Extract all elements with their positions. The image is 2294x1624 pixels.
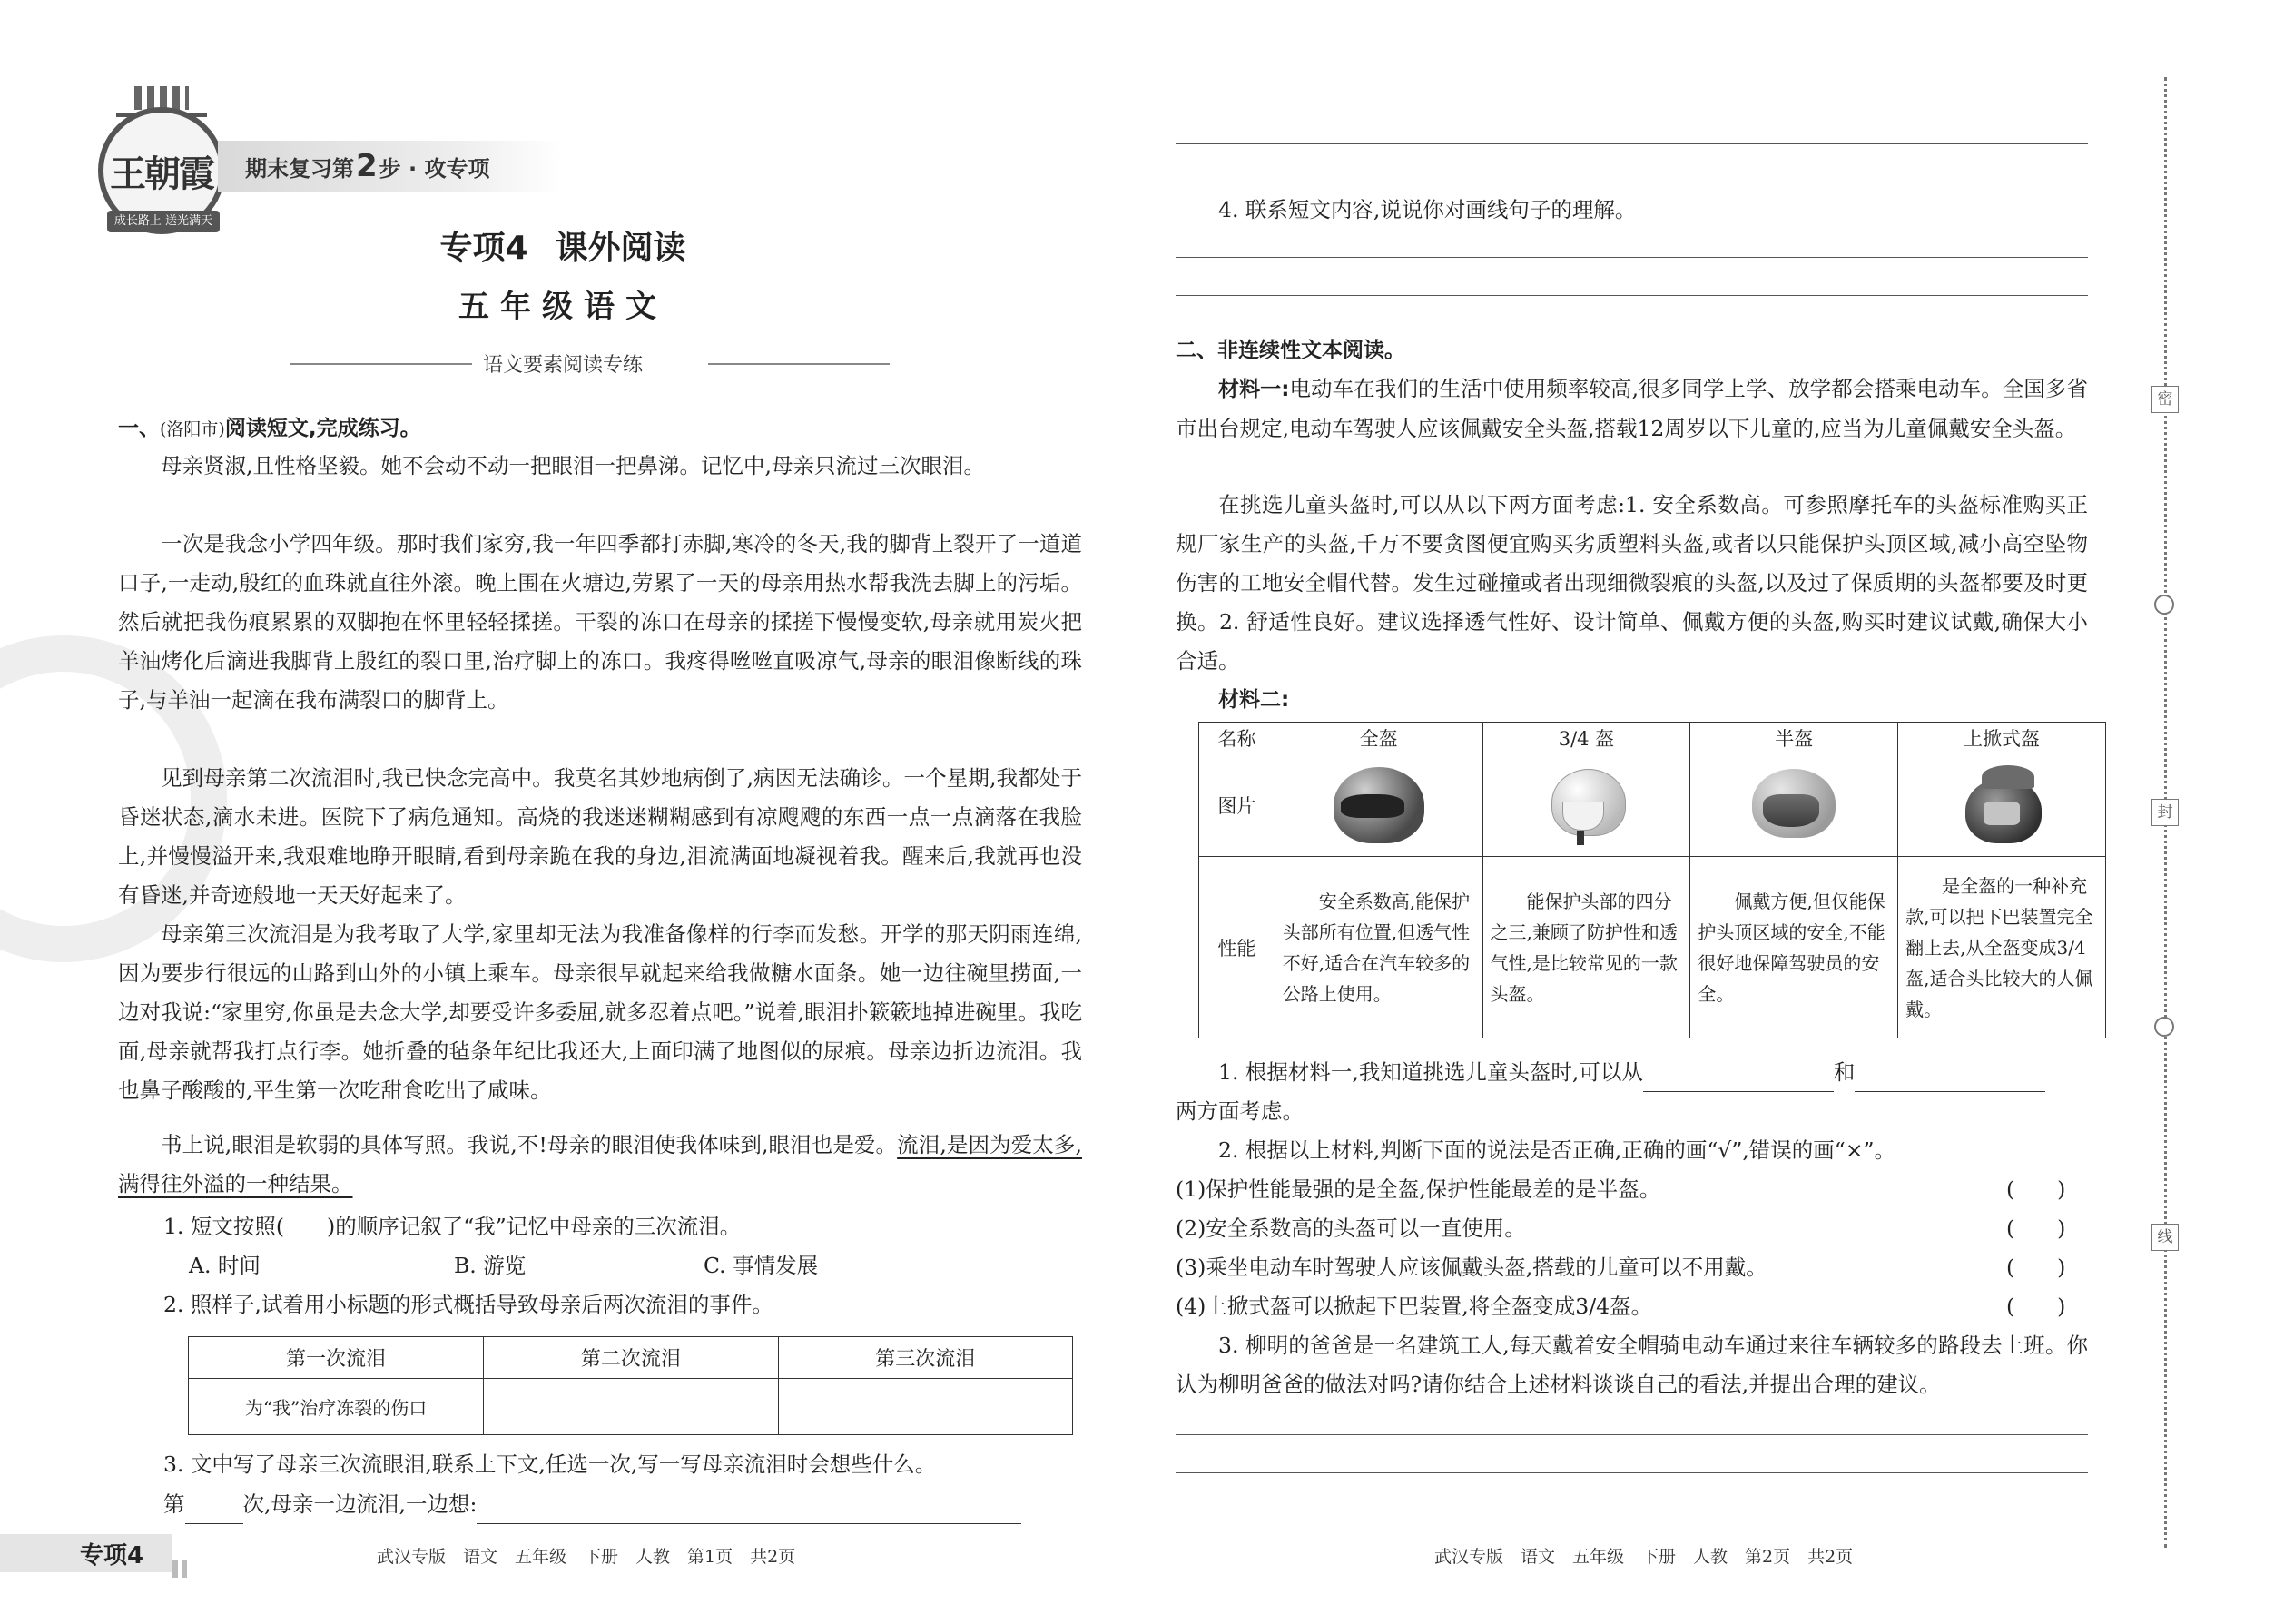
helmet-table [1198, 722, 2106, 1038]
table-header-flip-up: 上掀式盔 [1898, 723, 2106, 753]
material-question-2: 2. 根据以上材料,判断下面的说法是否正确,正确的画“√”,错误的画“×”。 [1218, 1137, 1896, 1163]
answer-line[interactable] [1176, 295, 2088, 296]
section1-instruction: 阅读短文,完成练习。 [224, 417, 421, 440]
mq1-blank-1[interactable] [1643, 1091, 1834, 1092]
material-question-1 [1218, 1053, 2090, 1092]
full-helmet-performance: 安全系数高,能保护头部所有位置,但透气性不好,适合在汽车较多的公路上使用。 [1275, 857, 1482, 1038]
judge-answer-4[interactable]: ( ) [2006, 1294, 2066, 1319]
full-helmet-icon [1324, 762, 1433, 849]
half-helmet-performance: 佩戴方便,但仅能保护头顶区域的安全,不能很好地保障驾驶员的安全。 [1690, 857, 1898, 1038]
mq1-text-a: 1. 根据材料一,我知道挑选儿童头盔时,可以从 [1218, 1059, 1643, 1085]
question-4: 4. 联系短文内容,说说你对画线句子的理解。 [1218, 197, 1637, 222]
mq1-text-b: 和 [1833, 1059, 1856, 1085]
section-tag: 语文要素阅读专练 [482, 354, 643, 377]
table-header-full-helmet: 全盔 [1275, 723, 1482, 753]
binding-hole-icon [2154, 595, 2174, 615]
q2-answer-third[interactable] [778, 1379, 1072, 1435]
paragraph-5-text: 书上说,眼泪是软弱的具体写照。我说,不!母亲的眼泪使我体味到,眼泪也是爱。 [161, 1132, 898, 1157]
flip-up-helmet-icon [1947, 762, 2056, 849]
judge-item-3: (3)乘坐电动车时驾驶人应该佩戴头盔,搭载的儿童可以不用戴。 [1176, 1255, 1767, 1280]
question-3: 3. 文中写了母亲三次流眼泪,联系上下文,任选一次,写一写母亲流泪时会想些什么。 [163, 1452, 937, 1477]
header-band [218, 141, 563, 192]
table-row-performance-label: 性能 [1199, 857, 1275, 1038]
full-helmet-picture [1275, 753, 1482, 857]
judge-item-4: (4)上掀式盔可以掀起下巴装置,将全盔变成3/4盔。 [1176, 1294, 1653, 1319]
footer-page-info-left: 武汉专版 语文 五年级 下册 人教 第1页 共2页 [377, 1547, 796, 1567]
band-step-number: 2 [356, 148, 378, 184]
table-header-half-helmet: 半盔 [1690, 723, 1898, 753]
q2-example-cell: 为“我”治疗冻裂的伤口 [189, 1379, 484, 1435]
mq1-blank-2[interactable] [1855, 1091, 2045, 1092]
footer-page-info-right: 武汉专版 语文 五年级 下册 人教 第2页 共2页 [1434, 1547, 1854, 1567]
answer-line[interactable] [1176, 143, 2088, 144]
three-quarter-helmet-icon [1531, 762, 1640, 849]
q1-option-a[interactable]: A. 时间 [189, 1253, 261, 1278]
question-1: 1. 短文按照( )的顺序记叙了“我”记忆中母亲的三次流泪。 [163, 1214, 742, 1239]
section1-heading [118, 408, 1082, 449]
brand-logo: 王朝霞 [98, 107, 225, 234]
q2-header-first: 第一次流泪 [189, 1337, 484, 1379]
judge-answer-2[interactable]: ( ) [2006, 1216, 2066, 1241]
material-1-paragraph-2: 在挑选儿童头盔时,可以从以下两方面考虑:1. 安全系数高。可参照摩托车的头盔标准购买正规厂家生产的头盔,千万不要贪图便宜购买劣质塑料头盔,或者以只能保护头顶区域,减小高空坠物伤害的工地安全帽代替。发生过碰撞或者出现细微裂痕的头盔,以及过了保质期的头盔都要及时更换。2. 舒适性良好。建议选择透气性好、设计简单、佩戴方便的头盔,购买时建议试戴,确保大小合适。 [1176, 492, 2088, 674]
q2-table [188, 1336, 1073, 1435]
binding-hole-icon [2154, 1017, 2174, 1037]
judge-answer-1[interactable]: ( ) [2006, 1176, 2066, 1202]
section2-heading: 二、非连续性文本阅读。 [1176, 339, 1405, 362]
logo-ribbon: 成长路上 送光满天 [107, 211, 220, 232]
passage-paragraph-3: 见到母亲第二次流泪时,我已快念完高中。我莫名其妙地病倒了,病因无法确诊。一个星期,我都处于昏迷状态,滴水未进。医院下了病危通知。高烧的我迷迷糊糊感到有凉飕飕的东西一点一点滴落在我脸上,并慢慢溢开来,我艰难地睁开眼睛,看到母亲跪在我的身边,泪流满面地凝视着我。醒来后,我就再也没有昏迷,并奇迹般地一天天好起来了。 [118, 765, 1082, 908]
passage-paragraph-1: 母亲贤淑,且性格坚毅。她不会动不动一把眼泪一把鼻涕。记忆中,母亲只流过三次眼泪。 [161, 453, 985, 478]
material-question-3: 3. 柳明的爸爸是一名建筑工人,每天戴着安全帽骑电动车通过来往车辆较多的路段去上班。你认为柳明爸爸的做法对吗?请你结合上述材料谈谈自己的看法,并提出合理的建议。 [1176, 1333, 2088, 1397]
question-2: 2. 照样子,试着用小标题的形式概括导致母亲后两次流泪的事件。 [163, 1292, 773, 1317]
band-prefix: 期末复习第 [245, 155, 354, 182]
section1-source: (洛阳市) [160, 419, 225, 439]
section1-number: 一、 [118, 417, 160, 440]
q2-answer-second[interactable] [484, 1379, 778, 1435]
material-1-paragraph-1 [1176, 369, 2088, 448]
right-page [1144, 0, 2294, 1624]
half-helmet-icon [1739, 762, 1848, 849]
binding-label-feng: 封 [2151, 799, 2179, 826]
material-2-label: 材料二: [1218, 688, 1290, 712]
mq1-text-c: 两方面考虑。 [1176, 1098, 1304, 1124]
judge-item-1: (1)保护性能最强的是全盔,保护性能最差的是半盔。 [1176, 1176, 1661, 1202]
passage-paragraph-2: 一次是我念小学四年级。那时我们家穷,我一年四季都打赤脚,寒冷的冬天,我的脚背上裂开了一道道口子,一走动,殷红的血珠就直往外滚。晚上围在火塘边,劳累了一天的母亲用热水帮我洗去脚上的污垢。然后就把我伤痕累累的双脚抱在怀里轻轻揉搓。干裂的冻口在母亲的揉搓下慢慢变软,母亲就用炭火把羊油烤化后滴进我脚背上殷红的裂口里,治疗脚上的冻口。我疼得咝咝直吸凉气,母亲的眼泪像断线的珠子,与羊油一起滴在我布满裂口的脚背上。 [118, 531, 1082, 713]
q1-option-b[interactable]: B. 游览 [454, 1253, 527, 1278]
flip-up-helmet-performance: 是全盔的一种补充款,可以把下巴装置完全翻上去,从全盔变成3/4盔,适合头比较大的人佩戴。 [1898, 857, 2106, 1038]
table-header-name: 名称 [1199, 723, 1275, 753]
title-topic-number: 专项4 [439, 230, 528, 267]
q2-header-second: 第二次流泪 [484, 1337, 778, 1379]
q1-option-c[interactable]: C. 事情发展 [704, 1253, 819, 1278]
footer-topic-tag: 专项4 [0, 1534, 172, 1572]
title-topic: 课外阅读 [555, 230, 686, 267]
binding-label-mi: 密 [2151, 386, 2179, 413]
q3-fill-line [163, 1485, 1080, 1524]
underlined-sentence: 流泪,是因为爱太多,满得往外溢的一种结果。 [118, 1132, 1082, 1196]
three-quarter-helmet-performance: 能保护头部的四分之三,兼顾了防护性和透气性,是比较常见的一款头盔。 [1482, 857, 1690, 1038]
tag-divider-right [708, 363, 890, 365]
q3-answer-blank[interactable] [477, 1523, 1021, 1524]
q3-number-blank[interactable] [185, 1523, 243, 1524]
q3-fill-middle: 次,母亲一边流泪,一边想: [242, 1491, 478, 1517]
binding-label-xian: 线 [2151, 1224, 2179, 1251]
material-1-text-a: 电动车在我们的生活中使用频率较高,很多同学上学、放学都会搭乘电动车。全国多省市出台规定,电动车驾驶人应该佩戴安全头盔,搭载12周岁以下儿童的,应当为儿童佩戴安全头盔。 [1176, 376, 2088, 441]
page-subtitle: 五年级语文 [458, 289, 667, 325]
three-quarter-helmet-picture [1482, 753, 1690, 857]
footer-pattern-icon [172, 1560, 191, 1578]
judge-answer-3[interactable]: ( ) [2006, 1255, 2066, 1280]
band-suffix: 步 · 攻专项 [379, 155, 490, 182]
passage-paragraph-5 [118, 1126, 1082, 1204]
table-header-three-quarter: 3/4 盔 [1482, 723, 1690, 753]
left-page [0, 0, 1126, 1624]
passage-paragraph-4: 母亲第三次流泪是为我考取了大学,家里却无法为我准备像样的行李而发愁。开学的那天阴雨连绵,因为要步行很远的山路到山外的小镇上乘车。母亲很早就起来给我做糖水面条。她一边往碗里捞面,一边对我说:“家里穷,你虽是去念大学,却要受许多委屈,就多忍着点吧。”说着,眼泪扑簌簌地掉进碗里。我吃面,母亲就帮我打点行李。她折叠的毡条年纪比我还大,上面印满了地图似的尿痕。母亲边折边流泪。我也鼻子酸酸的,平生第一次吃甜食吃出了咸味。 [118, 921, 1082, 1103]
page-title [0, 222, 1126, 269]
flip-up-helmet-picture [1898, 753, 2106, 857]
judge-item-2: (2)安全系数高的头盔可以一直使用。 [1176, 1216, 1526, 1241]
table-row-picture-label: 图片 [1199, 753, 1275, 857]
answer-line[interactable] [1176, 1472, 2088, 1473]
q2-header-third: 第三次流泪 [778, 1337, 1072, 1379]
answer-line[interactable] [1176, 257, 2088, 258]
q3-fill-prefix: 第 [163, 1491, 185, 1517]
material-1-label: 材料一: [1218, 378, 1290, 401]
answer-line[interactable] [1176, 1434, 2088, 1435]
half-helmet-picture [1690, 753, 1898, 857]
